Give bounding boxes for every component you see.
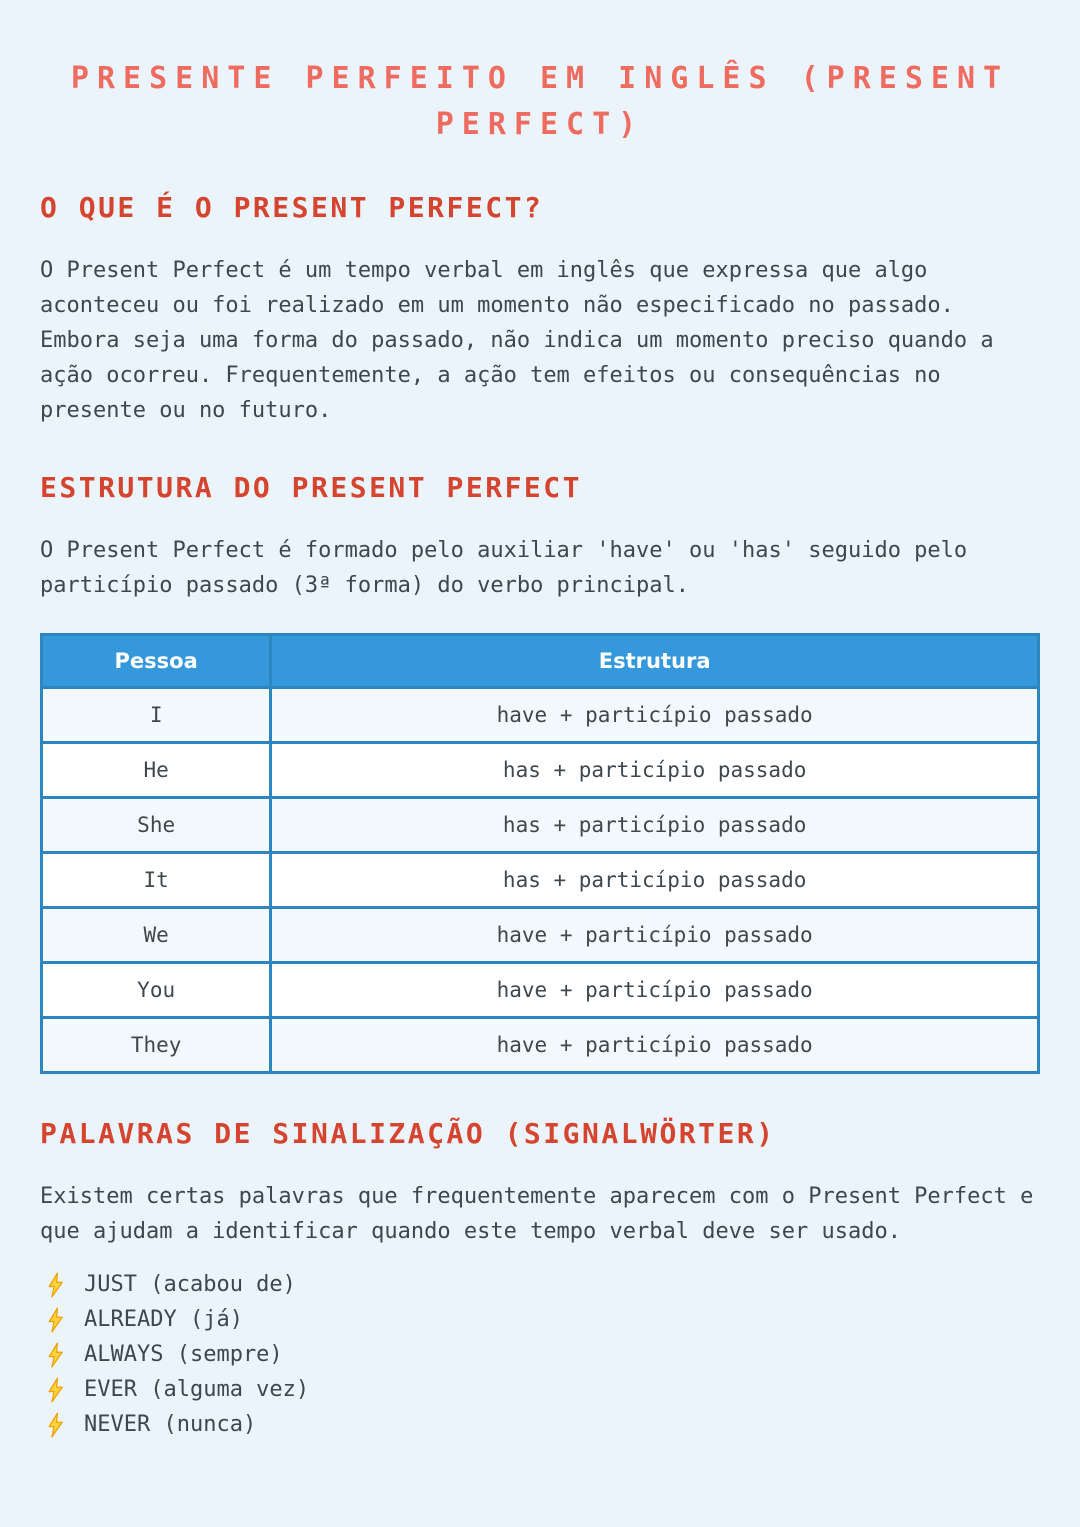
person-cell: It: [42, 853, 271, 908]
person-cell: She: [42, 798, 271, 853]
paragraph-structure: O Present Perfect é formado pelo auxiliar 'have' ou 'has' seguido pelo particípio passado (3ª forma) do verbo principal.: [40, 538, 968, 598]
table-header-row: [42, 635, 1039, 688]
lightning-bolt-icon: [46, 1377, 65, 1403]
signal-word-item: [46, 1302, 1040, 1337]
person-cell: He: [42, 743, 271, 798]
structure-cell: have + particípio passado: [271, 1018, 1039, 1073]
structure-cell: have + particípio passado: [271, 688, 1039, 743]
section-heading-signal-words: PALAVRAS DE SINALIZAÇÃO (SIGNALWÖRTER): [40, 1117, 776, 1150]
structure-cell: have + particípio passado: [271, 908, 1039, 963]
lightning-bolt-icon: [46, 1272, 65, 1298]
table-row: [42, 798, 1039, 853]
table-row: [42, 963, 1039, 1018]
signal-word-item: [46, 1337, 1040, 1372]
structure-table-body: [42, 688, 1039, 1073]
structure-cell: has + particípio passado: [271, 853, 1039, 908]
table-row: [42, 743, 1039, 798]
person-cell: You: [42, 963, 271, 1018]
structure-cell: has + particípio passado: [271, 743, 1039, 798]
lightning-bolt-icon: [46, 1412, 65, 1438]
paragraph-signal-words: Existem certas palavras que frequentemente aparecem com o Present Perfect e que ajudam a identificar quando este tempo verbal deve ser usado.: [40, 1184, 1034, 1244]
table-row: [42, 908, 1039, 963]
signal-word-item: [46, 1372, 1040, 1407]
section-heading-structure: ESTRUTURA DO PRESENT PERFECT: [40, 471, 583, 504]
signal-word-label: ALWAYS (sempre): [84, 1342, 283, 1367]
signal-words-list: [40, 1267, 1040, 1442]
table-row: [42, 688, 1039, 743]
paragraph-what-is: O Present Perfect é um tempo verbal em inglês que expressa que algo aconteceu ou foi realizado em um momento não especificado no passado. Embora seja uma forma do passado, não indica um momento preciso quando a ação ocorreu. Frequentemente, a ação tem efeitos ou consequências no presente ou no futuro.: [40, 258, 994, 423]
person-cell: I: [42, 688, 271, 743]
signal-word-label: NEVER (nunca): [84, 1412, 257, 1437]
signal-word-item: [46, 1407, 1040, 1442]
table-row: [42, 853, 1039, 908]
structure-table: [40, 633, 1040, 1074]
signal-word-label: JUST (acabou de): [84, 1272, 296, 1297]
person-cell: We: [42, 908, 271, 963]
person-cell: They: [42, 1018, 271, 1073]
signal-word-item: [46, 1267, 1040, 1302]
column-header-structure: Estrutura: [271, 635, 1039, 688]
table-row: [42, 1018, 1039, 1073]
signal-word-label: EVER (alguma vez): [84, 1377, 310, 1402]
structure-cell: has + particípio passado: [271, 798, 1039, 853]
lightning-bolt-icon: [46, 1307, 65, 1333]
section-heading-what-is: O QUE É O PRESENT PERFECT?: [40, 191, 544, 224]
structure-cell: have + particípio passado: [271, 963, 1039, 1018]
column-header-person: Pessoa: [42, 635, 271, 688]
signal-word-label: ALREADY (já): [84, 1307, 243, 1332]
page-title: PRESENTE PERFEITO EM INGLÊS (PRESENT PERFECT): [70, 61, 1010, 142]
lightning-bolt-icon: [46, 1342, 65, 1368]
